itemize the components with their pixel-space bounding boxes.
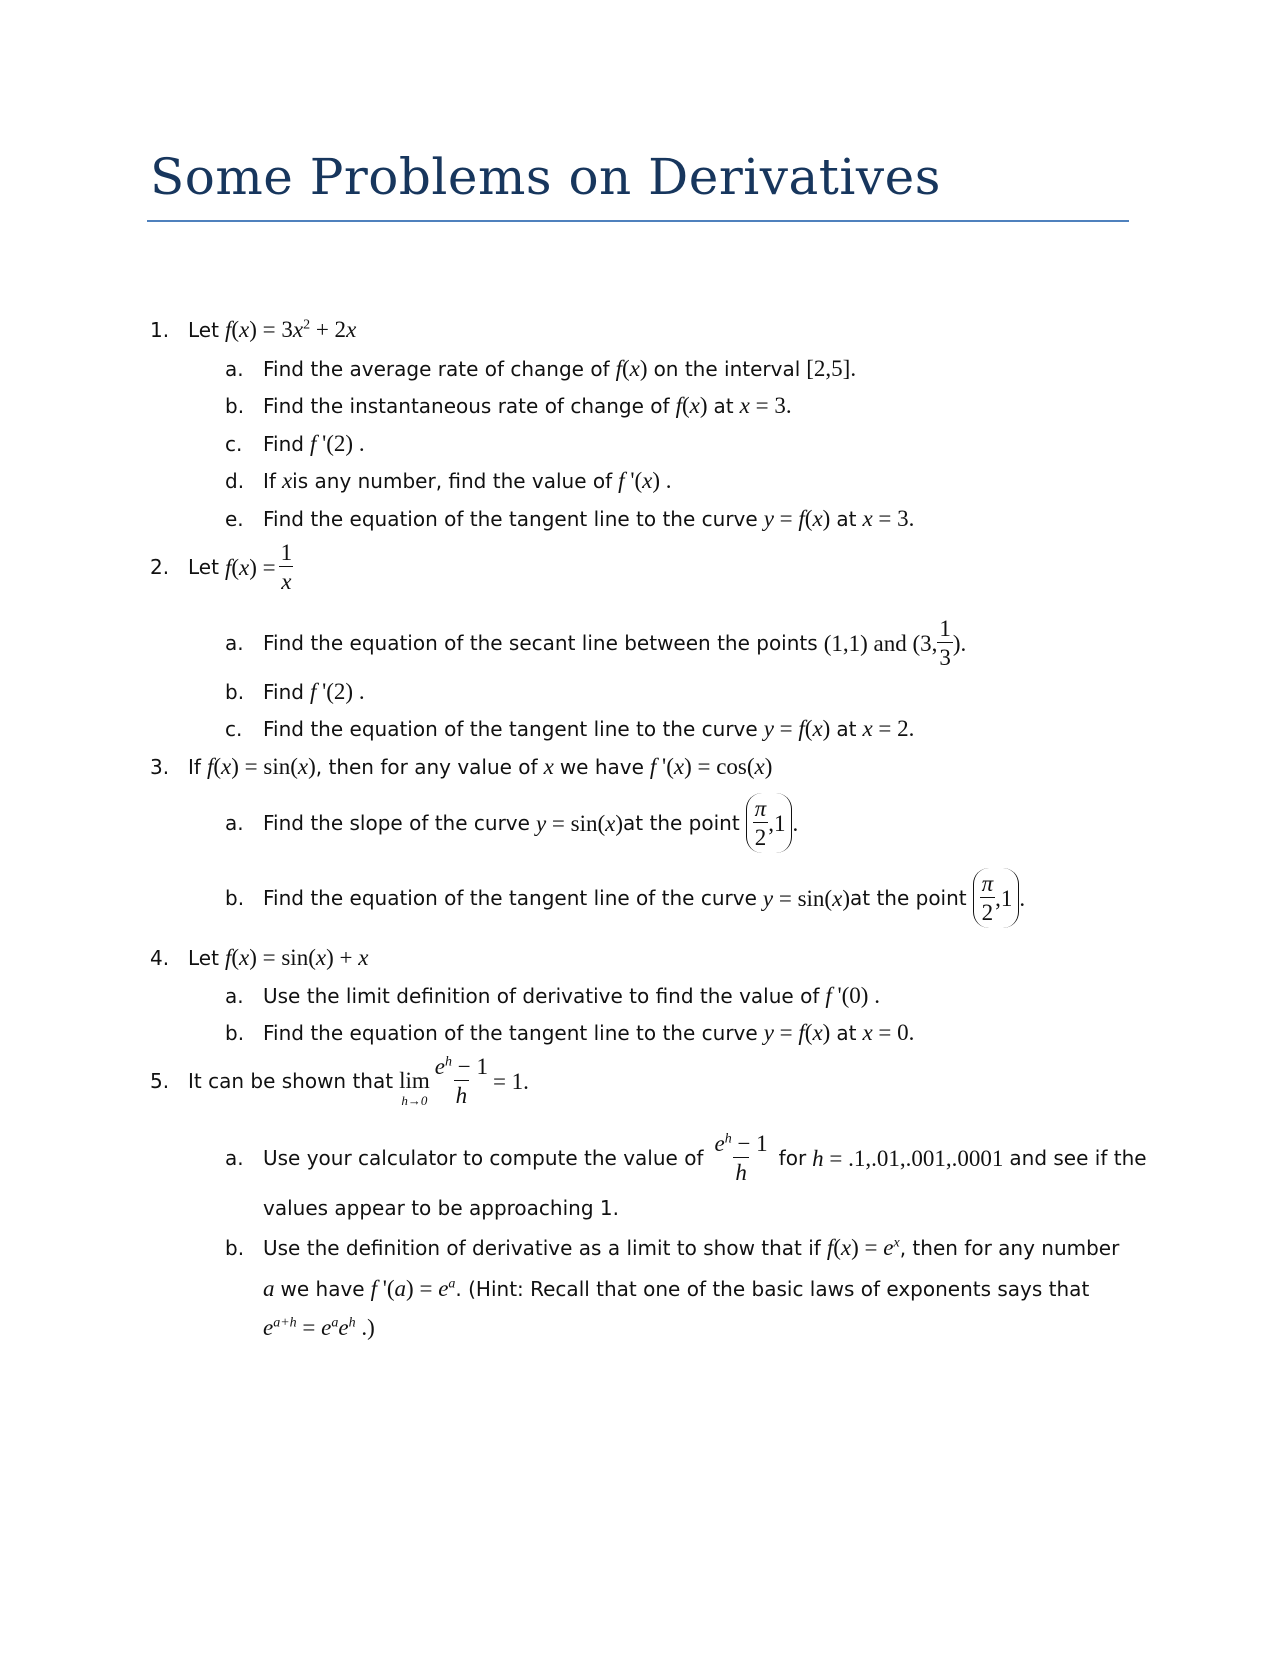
text: Find the equation of the secant line between the points (263, 631, 818, 655)
text: Find the equation of the tangent line of the curve (263, 886, 757, 910)
text: Find the instantaneous rate of change of (263, 393, 670, 418)
item-label: a. (225, 356, 244, 381)
problem-5a (225, 1132, 1147, 1184)
item-label: d. (225, 468, 245, 493)
math: ). (952, 630, 967, 656)
problem-3 (150, 755, 772, 778)
math: $f(x) = 3x^2 + 2x$ (224, 317, 357, 342)
text: If (188, 754, 201, 779)
problem-3a: a. Find the slope of the curve y = sin(x) at the point $\frac{\pi}{2}$ ,1 . (225, 793, 798, 853)
math: y = sin(x) (535, 810, 624, 836)
text: Let (188, 317, 219, 342)
math: $e^{a+h} = e^ae^h$ .) (263, 1315, 375, 1340)
text: at (836, 1020, 857, 1045)
text: at (836, 506, 857, 531)
text: Use the limit definition of derivative to find the value of (263, 983, 820, 1008)
problem-2c (225, 717, 914, 740)
text: at the point (849, 886, 967, 910)
problem-5a-continued (263, 1198, 619, 1218)
math: f(x) = (224, 554, 276, 580)
text: Find (263, 679, 304, 704)
text: we have (559, 754, 644, 779)
math: x (281, 468, 293, 493)
fraction: $\frac{e^h - 1}{h}$ (714, 1131, 768, 1185)
fraction: $\frac{1}{x}$ (280, 540, 293, 594)
math: y = f(x) (763, 1020, 831, 1045)
item-label: e. (225, 506, 244, 531)
problem-1d (225, 469, 672, 492)
math: f(x) (675, 393, 708, 418)
problem-number: 3. (150, 754, 170, 779)
text: on the interval (653, 356, 801, 381)
item-label: a. (225, 1146, 244, 1170)
problem-3b: b. Find the equation of the tangent line of the curve y = sin(x) at the point $\frac{\pi}{2}$ ,1 . (225, 868, 1025, 928)
text: at (836, 716, 857, 741)
point: $\frac{\pi}{2}$ ,1 (973, 868, 1020, 928)
math: y = sin(x) (762, 885, 850, 911)
text: Find (263, 431, 304, 456)
text: at the point (623, 811, 740, 835)
fraction: $\frac{e^h - 1}{h}$ (434, 1054, 488, 1108)
item-label: b. (225, 886, 245, 910)
math: f '(x) . (618, 468, 672, 493)
text: , then for any value of (315, 754, 538, 779)
text: at (713, 393, 734, 418)
text: we have (280, 1276, 365, 1301)
problem-5b (225, 1236, 1119, 1259)
problem-number: 5. (150, 1069, 170, 1093)
point: $\frac{\pi}{2}$ ,1 (746, 793, 793, 853)
problem-1a (225, 357, 856, 380)
text: Let (188, 555, 219, 579)
text: . (Hint: Recall that one of the basic laws of exponents says that (455, 1276, 1090, 1301)
math: x = 3. (862, 506, 915, 531)
text: Use your calculator to compute the value of (263, 1146, 704, 1170)
problem-1b (225, 394, 792, 417)
problem-4b (225, 1021, 914, 1044)
item-label: a. (225, 811, 244, 835)
problem-1c (225, 432, 365, 455)
text: Find the average rate of change of (263, 356, 610, 381)
text: Let (188, 945, 219, 970)
title-underline (147, 220, 1129, 222)
problem-number: 4. (150, 945, 170, 970)
item-label: b. (225, 1235, 245, 1260)
math: = 1. (492, 1068, 529, 1094)
math: f '(x) = cos(x) (649, 754, 773, 779)
item-label: a. (225, 631, 244, 655)
math: (1,1) and (3, (823, 630, 938, 656)
text: Use the definition of derivative as a limit to show that if (263, 1235, 821, 1260)
math: $f(x) = e^x$ (826, 1235, 900, 1260)
limit: lim h→0 (399, 1068, 430, 1108)
math: [2,5]. (806, 356, 857, 381)
math: f '(2) . (309, 431, 365, 456)
item-label: c. (225, 431, 243, 456)
text: Find the equation of the tangent line to the curve (263, 506, 758, 531)
math: f(x) = sin(x) (206, 754, 316, 779)
problem-5 (150, 1055, 529, 1107)
problem-4a (225, 984, 880, 1007)
item-label: a. (225, 983, 244, 1008)
math: f '$(a) = e^a$ (370, 1276, 456, 1301)
text: It can be shown that (188, 1069, 394, 1093)
text: If (263, 468, 276, 493)
problem-1e (225, 507, 914, 530)
text: Find the equation of the tangent line to the curve (263, 716, 758, 741)
text: Find the slope of the curve (263, 811, 530, 835)
problem-5b-hint-formula (263, 1316, 375, 1339)
math: f '(2) . (309, 679, 365, 704)
text: values appear to be approaching 1. (263, 1196, 619, 1220)
math: x = 3. (739, 393, 792, 418)
item-label: b. (225, 679, 245, 704)
text: , then for any number (899, 1235, 1120, 1260)
item-label: b. (225, 1020, 245, 1045)
problem-5b-continued (263, 1277, 1089, 1300)
math: f(x) = sin(x) + x (224, 945, 369, 970)
text: is any number, find the value of (292, 468, 613, 493)
problem-4 (150, 946, 368, 969)
item-label: c. (225, 716, 243, 741)
problem-1 (150, 318, 356, 341)
math: x (543, 754, 554, 779)
math: y = f(x) (763, 716, 831, 741)
math: x = 2. (862, 716, 915, 741)
page-title: Some Problems on Derivatives (150, 148, 941, 206)
problem-number: 1. (150, 317, 170, 342)
text: for (778, 1146, 807, 1170)
problem-2b (225, 680, 365, 703)
item-label: b. (225, 393, 245, 418)
math: a (263, 1276, 275, 1301)
fraction: $\frac{1}{3}$ (939, 616, 951, 670)
math: f(x) (615, 356, 648, 381)
math: x = 0. (862, 1020, 915, 1045)
text: Find the equation of the tangent line to the curve (263, 1020, 758, 1045)
math: f '(0) . (825, 983, 880, 1008)
problem-2a (225, 617, 966, 669)
text: and see if the (1009, 1146, 1147, 1170)
math: h = .1,.01,.001,.0001 (812, 1145, 1004, 1171)
problem-2 (150, 541, 297, 593)
math: y = f(x) (763, 506, 831, 531)
problem-number: 2. (150, 555, 170, 579)
